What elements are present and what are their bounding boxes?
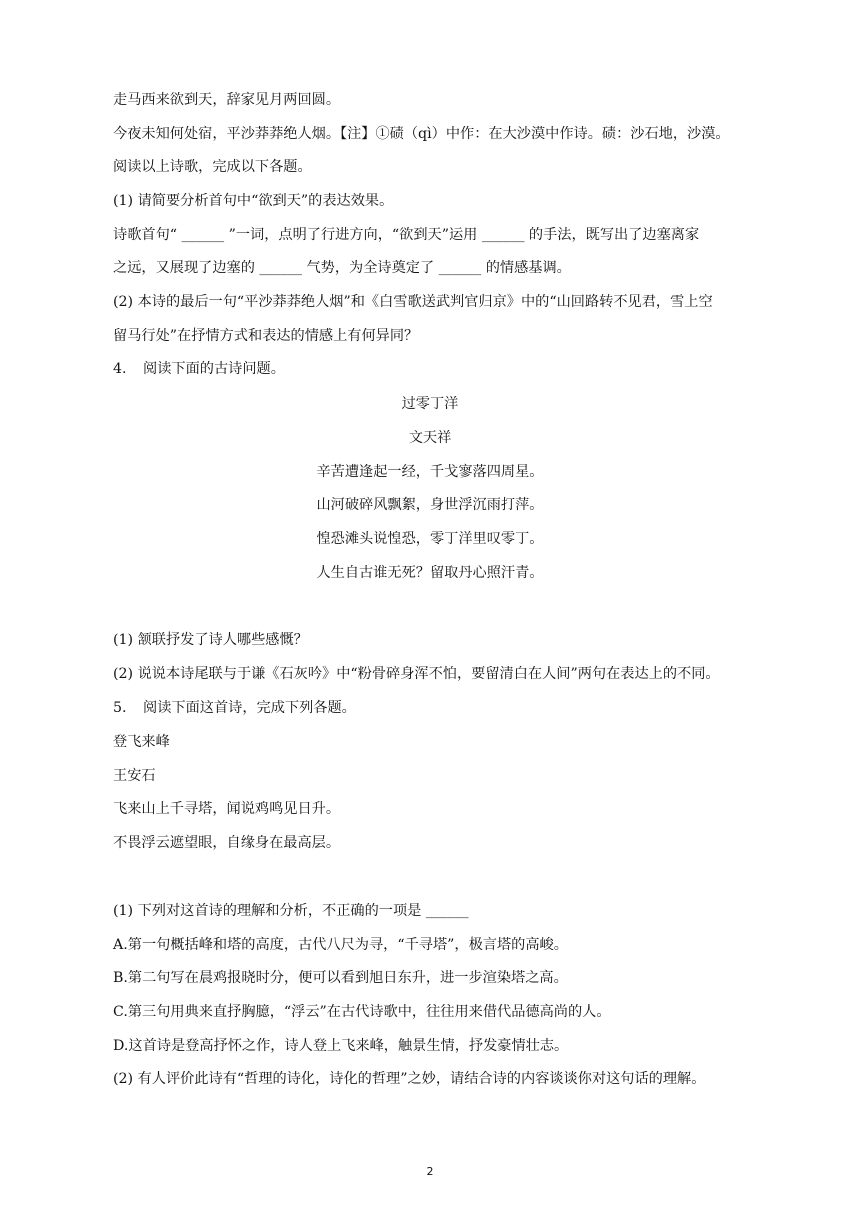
page-number: 2 [426, 1165, 434, 1178]
poem-title: 登飞来峰 [113, 734, 170, 750]
poem-line: 惶恐滩头说惶恐，零丁洋里叹零丁。 [316, 531, 544, 547]
question-prompt: 阅读下面的古诗问题。 [143, 361, 285, 377]
sub-question-2-cont: 留马行处”在抒情方式和表达的情感上有何异同？ [113, 328, 419, 344]
option-c: C.第三句用典来直抒胸臆，“浮云”在古代诗歌中，往往用来借代品德高尚的人。 [113, 1004, 611, 1020]
instruction-text: 阅读以上诗歌，完成以下各题。 [113, 159, 312, 175]
question-prompt: 阅读下面这首诗，完成下列各题。 [143, 700, 356, 716]
answer-line: 之远，又展现了边塞的 ______ 气势，为全诗奠定了 ______ 的情感基调。 [113, 260, 571, 276]
sub-question-1: (1) 请简要分析首句中“欲到天”的表达效果。 [113, 193, 394, 209]
sub-question-2: (2) 有人评价此诗有“哲理的诗化，诗化的哲理”之妙，请结合诗的内容谈谈你对这句话的理解。 [113, 1071, 706, 1087]
poem-title: 过零丁洋 [401, 396, 459, 412]
sub-question-2: (2) 本诗的最后一句“平沙莽莽绝人烟”和《白雪歌送武判官归京》中的“山回路转不见君，雪上空 [113, 294, 713, 310]
answer-line: 诗歌首句“ ______ ”一词，点明了行进方向，“欲到天”运用 ______ 的手法，既写出了边塞离家 [113, 227, 700, 243]
option-d: D.这首诗是登高抒怀之作，诗人登上飞来峰，触景生情，抒发豪情壮志。 [113, 1038, 569, 1054]
question-5 [113, 698, 356, 718]
option-b: B.第二句写在晨鸡报晓时分，便可以看到旭日东升，进一步渲染塔之高。 [113, 970, 568, 986]
question-number: 4. [113, 361, 127, 377]
poem-line-with-note: 今夜未知何处宿，平沙莽莽绝人烟。【注】①碛（qì）中作：在大沙漠中作诗。碛：沙石地，沙漠。 [113, 126, 730, 142]
poem-author: 文天祥 [408, 430, 452, 446]
poem-author: 王安石 [113, 768, 156, 784]
poem-line: 山河破碎风飘絮，身世浮沉雨打萍。 [316, 497, 544, 513]
option-a: A.第一句概括峰和塔的高度，古代八尺为寻，“千寻塔”，极言塔的高峻。 [113, 937, 568, 953]
sub-question-2: (2) 说说本诗尾联与于谦《石灰吟》中“粉骨碎身浑不怕，要留清白在人间”两句在表达上的不同。 [113, 666, 720, 682]
sub-question-1: (1) 颔联抒发了诗人哪些感慨？ [113, 632, 308, 648]
sub-question-1: (1) 下列对这首诗的理解和分析，不正确的一项是 ______ [113, 903, 469, 919]
poem-line: 人生自古谁无死？留取丹心照汗青。 [316, 565, 544, 581]
poem-line: 飞来山上千寻塔，闻说鸡鸣见日升。 [113, 801, 341, 817]
poem-line: 不畏浮云遮望眼，自缘身在最高层。 [113, 835, 341, 851]
question-number: 5. [113, 700, 127, 716]
question-4 [113, 359, 285, 379]
poem-line: 走马西来欲到天，辞家见月两回圆。 [113, 92, 341, 108]
poem-line: 辛苦遭逢起一经，千戈寥落四周星。 [316, 464, 544, 480]
